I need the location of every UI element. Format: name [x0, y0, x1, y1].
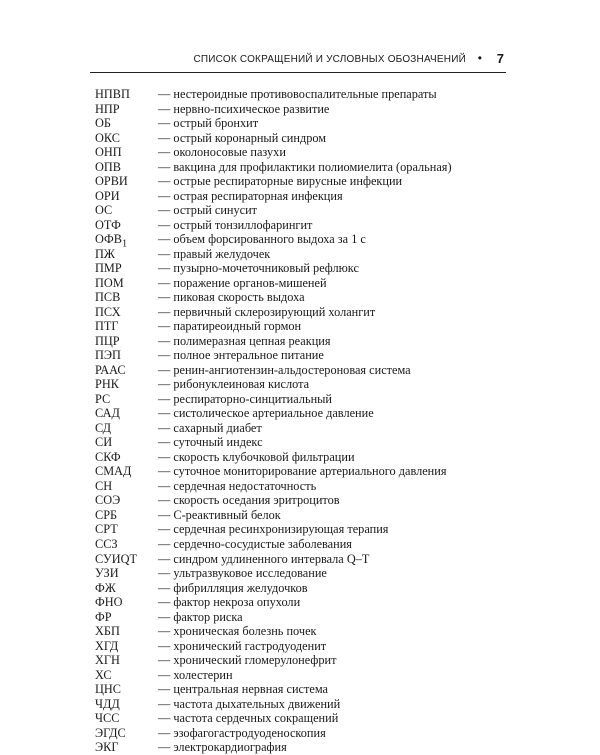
abbreviation-definition: — поражение органов-мишеней [158, 275, 327, 290]
running-header [90, 50, 506, 73]
abbreviation-row [95, 450, 515, 465]
abbreviation-term [95, 595, 158, 610]
abbreviation-row [95, 726, 515, 741]
abbreviation-term-text: ХС [95, 667, 112, 682]
abbreviation-row [95, 363, 515, 378]
abbreviation-definition: — острый синусит [158, 203, 258, 218]
abbreviation-term-text: СРТ [95, 522, 118, 537]
abbreviation-definition: — объем форсированного выдоха за 1 с [158, 232, 366, 247]
abbreviation-term [95, 276, 158, 291]
abbreviation-definition: — сердечная недостаточность [158, 478, 317, 493]
abbreviation-term [95, 290, 158, 305]
abbreviation-row [95, 421, 515, 436]
abbreviation-definition: — хроническая болезнь почек [158, 624, 317, 639]
abbreviation-term [95, 247, 158, 262]
abbreviation-definition: — респираторно-синцитиальный [158, 391, 332, 406]
abbreviation-definition: — острый коронарный синдром [158, 130, 327, 145]
abbreviation-term [95, 87, 158, 102]
abbreviation-term-text: ОНП [95, 145, 122, 160]
abbreviation-term-text: ЭГДС [95, 725, 126, 740]
abbreviation-term-text: СМАД [95, 464, 132, 479]
abbreviation-term-text: ОС [95, 203, 113, 218]
abbreviation-term-text: ПМР [95, 261, 122, 276]
abbreviation-definition: — острая респираторная инфекция [158, 188, 343, 203]
page-number: 7 [496, 51, 504, 66]
abbreviation-row [95, 203, 515, 218]
abbreviation-definition: — центральная нервная система [158, 682, 328, 697]
abbreviation-definition: — сердечно-сосудистые заболевания [158, 536, 352, 551]
abbreviation-term-text: ОКС [95, 130, 120, 145]
abbreviation-term-text: УЗИ [95, 566, 119, 581]
running-header-title: СПИСОК СОКРАЩЕНИЙ И УСЛОВНЫХ ОБОЗНАЧЕНИЙ [193, 54, 466, 65]
abbreviation-term-text: СРБ [95, 507, 118, 522]
abbreviation-term-text: ОТФ [95, 217, 121, 232]
abbreviation-term [95, 102, 158, 117]
abbreviation-term [95, 653, 158, 668]
abbreviation-term-text: ПЭП [95, 348, 121, 363]
abbreviation-row [95, 653, 515, 668]
abbreviation-term [95, 711, 158, 726]
abbreviation-term [95, 726, 158, 741]
abbreviation-row [95, 102, 515, 117]
abbreviation-term [95, 218, 158, 233]
abbreviation-row [95, 406, 515, 421]
abbreviation-row [95, 319, 515, 334]
abbreviation-term-text: СКФ [95, 449, 121, 464]
abbreviation-definition: — нестероидные противовоспалительные препараты [158, 87, 437, 101]
abbreviation-term-text: САД [95, 406, 120, 421]
abbreviation-definition: — ренин-ангиотензин-альдостероновая система [158, 362, 411, 377]
abbreviation-definition: — нервно-психическое развитие [158, 101, 330, 116]
abbreviation-definition: — С-реактивный белок [158, 507, 281, 522]
abbreviation-row [95, 639, 515, 654]
abbreviation-term [95, 319, 158, 334]
abbreviation-row [95, 435, 515, 450]
abbreviation-term [95, 334, 158, 349]
abbreviation-term-text: СИ [95, 435, 113, 450]
abbreviation-row [95, 493, 515, 508]
abbreviation-row [95, 740, 515, 755]
abbreviation-term [95, 435, 158, 450]
abbreviation-definition: — хронический гломерулонефрит [158, 653, 337, 668]
abbreviation-term [95, 740, 158, 755]
abbreviation-term-text: ЭКГ [95, 740, 119, 755]
abbreviation-row [95, 711, 515, 726]
abbreviation-row [95, 305, 515, 320]
abbreviation-definition: — систолическое артериальное давление [158, 406, 374, 421]
abbreviation-term-text: НПВП [95, 87, 130, 101]
abbreviation-definition: — вакцина для профилактики полиомиелита (оральная) [158, 159, 452, 174]
abbreviation-term [95, 145, 158, 160]
abbreviation-definition: — пузырно-мочеточниковый рефлюкс [158, 261, 359, 276]
abbreviation-term [95, 305, 158, 320]
abbreviation-definition: — скорость оседания эритроцитов [158, 493, 340, 508]
abbreviation-term [95, 261, 158, 276]
abbreviation-definition: — правый желудочек [158, 246, 271, 261]
abbreviation-term [95, 508, 158, 523]
abbreviation-definition: — хронический гастродуоденит [158, 638, 327, 653]
abbreviation-term-text: РНК [95, 377, 119, 392]
abbreviation-term-text: ХБП [95, 624, 120, 639]
abbreviation-row [95, 160, 515, 175]
abbreviation-definition: — частота сердечных сокращений [158, 711, 339, 726]
abbreviation-term [95, 682, 158, 697]
abbreviation-term-text: ПСХ [95, 304, 121, 319]
abbreviation-definition: — фибрилляция желудочков [158, 580, 308, 595]
abbreviation-term [95, 610, 158, 625]
abbreviation-definition: — рибонуклеиновая кислота [158, 377, 310, 392]
abbreviation-row [95, 116, 515, 131]
abbreviation-term [95, 160, 158, 175]
abbreviation-term-text: ЧСС [95, 711, 120, 726]
abbreviation-row [95, 581, 515, 596]
abbreviation-row [95, 276, 515, 291]
abbreviation-definition: — фактор некроза опухоли [158, 595, 301, 610]
abbreviation-row [95, 218, 515, 233]
abbreviation-term-text: ОПВ [95, 159, 121, 174]
abbreviation-term [95, 203, 158, 218]
abbreviation-row [95, 189, 515, 204]
abbreviation-row [95, 479, 515, 494]
abbreviation-term [95, 552, 158, 567]
abbreviation-row [95, 566, 515, 581]
abbreviation-term [95, 392, 158, 407]
abbreviation-term-text: СОЭ [95, 493, 121, 508]
abbreviation-definition: — электрокардиография [158, 740, 287, 755]
abbreviation-term [95, 537, 158, 552]
abbreviation-row [95, 261, 515, 276]
abbreviation-definition: — полимеразная цепная реакция [158, 333, 331, 348]
abbreviation-term [95, 189, 158, 204]
abbreviation-row [95, 682, 515, 697]
abbreviation-term-text: РС [95, 391, 111, 406]
abbreviation-row [95, 537, 515, 552]
abbreviation-row [95, 174, 515, 189]
abbreviation-row [95, 508, 515, 523]
abbreviation-row [95, 232, 515, 250]
abbreviation-term-text: ЧДД [95, 696, 120, 711]
abbreviation-row [95, 131, 515, 146]
abbreviation-term-text: ОРВИ [95, 174, 128, 189]
abbreviation-term-text: ФНО [95, 595, 123, 610]
abbreviation-term [95, 377, 158, 392]
abbreviation-row [95, 697, 515, 712]
abbreviation-row [95, 334, 515, 349]
abbreviation-row [95, 610, 515, 625]
abbreviation-term [95, 421, 158, 436]
abbreviation-definition: — острый бронхит [158, 116, 259, 131]
abbreviation-term-subscript: 1 [121, 238, 128, 250]
abbreviation-term-text: СН [95, 478, 113, 493]
abbreviation-row [95, 522, 515, 537]
abbreviation-term [95, 697, 158, 712]
abbreviation-term-text: ЦНС [95, 682, 121, 697]
abbreviation-term-text: ХГН [95, 653, 120, 668]
abbreviation-definition: — паратиреоидный гормон [158, 319, 302, 334]
abbreviation-definition: — холестерин [158, 667, 233, 682]
abbreviation-term-text: ПТГ [95, 319, 119, 334]
abbreviation-row [95, 552, 515, 567]
abbreviation-definition: — сердечная ресинхронизирующая терапия [158, 522, 389, 537]
abbreviation-row [95, 668, 515, 683]
abbreviation-list [95, 87, 515, 755]
abbreviation-term-text: СУИQT [95, 551, 138, 566]
abbreviation-term [95, 131, 158, 146]
abbreviation-term-text: ОФВ [95, 232, 122, 247]
abbreviation-term [95, 493, 158, 508]
abbreviation-term [95, 464, 158, 479]
abbreviation-definition: — острые респираторные вирусные инфекции [158, 174, 403, 189]
abbreviation-definition: — пиковая скорость выдоха [158, 290, 305, 305]
abbreviation-term [95, 522, 158, 537]
abbreviation-definition: — ультразвуковое исследование [158, 566, 327, 581]
abbreviation-row [95, 624, 515, 639]
abbreviation-definition: — суточное мониторирование артериального давления [158, 464, 447, 479]
header-bullet-icon: • [477, 51, 482, 65]
abbreviation-term [95, 624, 158, 639]
abbreviation-definition: — острый тонзиллофарингит [158, 217, 313, 232]
abbreviation-term [95, 479, 158, 494]
abbreviation-term-text: ФЖ [95, 580, 116, 595]
abbreviation-term-text: РААС [95, 362, 126, 377]
abbreviation-term [95, 232, 158, 250]
abbreviation-definition: — полное энтеральное питание [158, 348, 324, 363]
abbreviation-definition: — суточный индекс [158, 435, 263, 450]
abbreviation-term [95, 174, 158, 189]
abbreviation-row [95, 145, 515, 160]
abbreviation-term-text: ПСВ [95, 290, 121, 305]
abbreviation-term [95, 116, 158, 131]
abbreviation-definition: — околоносовые пазухи [158, 145, 286, 160]
abbreviation-row [95, 87, 515, 102]
abbreviation-row [95, 377, 515, 392]
abbreviation-term [95, 566, 158, 581]
abbreviation-definition: — синдром удлиненного интервала Q–T [158, 551, 370, 566]
abbreviation-term-text: НПР [95, 101, 120, 116]
abbreviation-definition: — первичный склерозирующий холангит [158, 304, 376, 319]
abbreviation-row [95, 464, 515, 479]
abbreviation-row [95, 290, 515, 305]
abbreviation-term-text: ПОМ [95, 275, 124, 290]
abbreviation-row [95, 348, 515, 363]
abbreviation-term [95, 581, 158, 596]
abbreviation-term-text: ПЖ [95, 246, 115, 261]
abbreviation-term-text: ХГД [95, 638, 119, 653]
abbreviation-row [95, 595, 515, 610]
abbreviation-term-text: ФР [95, 609, 112, 624]
abbreviation-term-text: ОБ [95, 116, 111, 131]
abbreviation-term [95, 668, 158, 683]
abbreviation-term-text: ССЗ [95, 536, 118, 551]
abbreviation-term [95, 450, 158, 465]
abbreviation-definition: — фактор риска [158, 609, 243, 624]
abbreviation-definition: — частота дыхательных движений [158, 696, 341, 711]
abbreviation-term-text: ПЦР [95, 333, 120, 348]
abbreviation-term [95, 639, 158, 654]
abbreviation-term [95, 348, 158, 363]
abbreviation-definition: — сахарный диабет [158, 420, 262, 435]
abbreviation-row [95, 392, 515, 407]
abbreviation-term-text: СД [95, 420, 111, 435]
abbreviation-definition: — скорость клубочковой фильтрации [158, 449, 355, 464]
abbreviation-term-text: ОРИ [95, 188, 120, 203]
abbreviation-term [95, 363, 158, 378]
abbreviation-term [95, 406, 158, 421]
abbreviation-definition: — эзофагогастродуоденоскопия [158, 725, 326, 740]
abbreviation-row [95, 247, 515, 262]
